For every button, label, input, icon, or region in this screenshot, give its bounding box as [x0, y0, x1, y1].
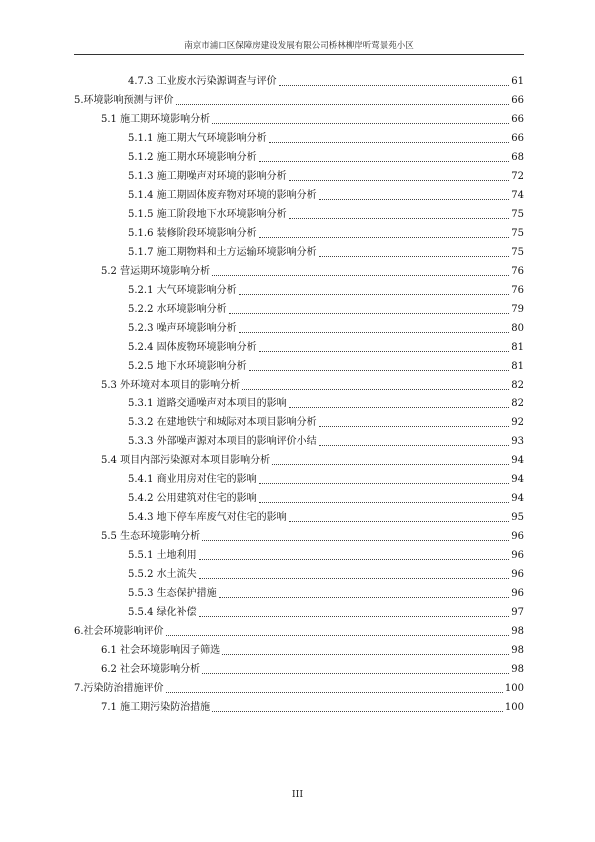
toc-entry[interactable]	[101, 525, 524, 543]
toc-entry[interactable]	[128, 70, 524, 88]
toc-dot-leader	[219, 587, 510, 598]
page-number: III	[291, 789, 304, 800]
toc-dot-leader	[319, 416, 510, 427]
toc-dot-leader	[212, 265, 509, 276]
toc-entry-title: 5.1.7 施工期物料和土方运输环境影响分析	[128, 246, 317, 258]
toc-entry-title: 5.3.2 在建地铁宁和城际对本项目影响分析	[128, 417, 317, 429]
toc-entry[interactable]	[128, 582, 524, 600]
toc-dot-leader	[319, 246, 510, 257]
toc-entry-page: 94	[511, 493, 524, 505]
toc-entry-title: 7.1 施工期污染防治措施	[101, 702, 211, 713]
toc-entry[interactable]	[128, 392, 524, 410]
toc-entry-title: 5.5.2 水土流失	[128, 569, 197, 581]
toc-entry-page: 98	[511, 645, 524, 657]
toc-entry[interactable]	[101, 108, 524, 126]
toc-entry-title: 5.2.5 地下水环境影响分析	[128, 360, 247, 372]
toc-entry[interactable]	[128, 222, 524, 240]
toc-entry-page: 61	[511, 76, 524, 87]
toc-entry[interactable]	[128, 487, 524, 505]
toc-entry-page: 82	[511, 398, 524, 410]
toc-entry-title: 5.2 营运期环境影响分析	[101, 265, 211, 277]
toc-entry[interactable]	[128, 127, 524, 145]
toc-entry-page: 66	[511, 94, 524, 106]
toc-dot-leader	[176, 94, 510, 105]
toc-entry-title: 5.3.1 道路交通噪声对本项目的影响	[128, 398, 287, 410]
toc-dot-leader	[199, 549, 510, 560]
toc-dot-leader	[202, 530, 509, 541]
toc-dot-leader	[166, 625, 510, 636]
toc-dot-leader	[272, 454, 509, 465]
toc-dot-leader	[289, 511, 510, 522]
toc-entry-title: 5.5 生态环境影响分析	[101, 531, 201, 543]
toc-dot-leader	[229, 303, 510, 314]
toc-entry-title: 5.4.3 地下停车库废气对住宅的影响	[128, 512, 287, 524]
toc-dot-leader	[259, 492, 510, 503]
toc-entry-page: 75	[511, 246, 524, 258]
toc-entry-title: 5.1.1 施工期大气环境影响分析	[128, 132, 267, 144]
toc-dot-leader	[289, 170, 510, 181]
toc-entry-title: 6.2 社会环境影响分析	[101, 664, 201, 676]
toc-entry-title: 5.5.1 土地利用	[128, 550, 197, 562]
toc-entry[interactable]	[128, 279, 524, 297]
toc-entry[interactable]	[128, 601, 524, 619]
toc-entry-page: 66	[511, 113, 524, 125]
toc-entry[interactable]	[128, 506, 524, 524]
toc-dot-leader	[279, 75, 510, 86]
toc-dot-leader	[259, 227, 510, 238]
toc-dot-leader	[239, 322, 510, 333]
toc-dot-leader	[249, 360, 510, 371]
toc-entry[interactable]	[128, 411, 524, 429]
toc-entry-title: 5.5.3 生态保护措施	[128, 588, 217, 600]
toc-dot-leader	[199, 568, 510, 579]
toc-dot-leader	[269, 132, 510, 143]
toc-entry[interactable]	[74, 89, 524, 107]
toc-entry-title: 6.1 社会环境影响因子筛选	[101, 645, 221, 657]
toc-entry-page: 81	[511, 341, 524, 353]
toc-entry-page: 96	[511, 550, 524, 562]
toc-entry-page: 93	[511, 436, 524, 448]
toc-entry-page: 94	[511, 474, 524, 486]
toc-entry-page: 79	[511, 303, 524, 315]
toc-entry-title: 5.1.3 施工期噪声对环境的影响分析	[128, 170, 287, 182]
toc-dot-leader	[199, 606, 510, 617]
toc-entry-page: 68	[511, 151, 524, 163]
toc-entry[interactable]	[128, 355, 524, 373]
toc-entry-page: 74	[511, 189, 524, 201]
toc-entry-title: 5.3 外环境对本项目的影响分析	[101, 379, 241, 391]
toc-entry[interactable]	[128, 203, 524, 221]
toc-entry-title: 4.7.3 工业废水污染源调查与评价	[128, 76, 277, 87]
toc-entry[interactable]	[101, 449, 524, 467]
toc-entry-page: 76	[511, 284, 524, 296]
toc-entry[interactable]	[101, 658, 524, 676]
toc-entry-page: 80	[511, 322, 524, 334]
toc-entry[interactable]	[101, 696, 524, 714]
toc-dot-leader	[289, 208, 510, 219]
toc-entry-page: 66	[511, 132, 524, 144]
toc-entry-page: 94	[511, 455, 524, 467]
toc-entry-page: 75	[511, 208, 524, 220]
toc-entry[interactable]	[128, 430, 524, 448]
toc-entry[interactable]	[128, 336, 524, 354]
toc-dot-leader	[202, 663, 509, 674]
toc-entry-title: 6.社会环境影响评价	[74, 626, 164, 638]
toc-dot-leader	[259, 473, 510, 484]
toc-dot-leader	[166, 682, 503, 693]
toc-entry[interactable]	[128, 184, 524, 202]
toc-entry[interactable]	[101, 260, 524, 278]
toc-entry-title: 5.1.2 施工期水环境影响分析	[128, 151, 257, 163]
toc-dot-leader	[212, 113, 509, 124]
toc-entry-page: 98	[511, 664, 524, 676]
toc-entry-page: 100	[504, 683, 524, 695]
toc-entry[interactable]	[128, 544, 524, 562]
toc-dot-leader	[222, 644, 509, 655]
toc-entry-title: 5.2.1 大气环境影响分析	[128, 284, 237, 296]
toc-entry-title: 5.4.2 公用建筑对住宅的影响	[128, 493, 257, 505]
toc-entry-page: 92	[511, 417, 524, 429]
toc-entry-title: 5.2.2 水环境影响分析	[128, 303, 227, 315]
toc-entry[interactable]	[128, 468, 524, 486]
toc-entry-title: 5.1.4 施工期固体废弃物对环境的影响分析	[128, 189, 317, 201]
toc-dot-leader	[212, 701, 503, 712]
toc-entry-page: 96	[511, 569, 524, 581]
toc-entry[interactable]	[101, 374, 524, 392]
toc-entry-page: 95	[511, 512, 524, 524]
toc-entry-title: 5.环境影响预测与评价	[74, 94, 174, 106]
toc-entry-page: 96	[511, 531, 524, 543]
toc-entry-title: 5.4.1 商业用房对住宅的影响	[128, 474, 257, 486]
toc-dot-leader	[319, 435, 510, 446]
toc-entry-page: 97	[511, 607, 524, 619]
toc-entry-page: 75	[511, 227, 524, 239]
toc-entry[interactable]	[128, 298, 524, 316]
toc-dot-leader	[319, 189, 510, 200]
toc-entry-page: 98	[511, 626, 524, 638]
toc-dot-leader	[289, 397, 510, 408]
page-header: 南京市浦口区保障房建设发展有限公司桥林柳岸听莺景苑小区	[184, 41, 414, 51]
toc-entry-title: 5.1.6 装修阶段环境影响分析	[128, 227, 257, 239]
toc-entry[interactable]	[128, 317, 524, 335]
toc-entry-title: 5.4 项目内部污染源对本项目影响分析	[101, 455, 271, 467]
toc-entry[interactable]	[101, 639, 524, 657]
toc-entry[interactable]	[128, 146, 524, 164]
toc-entry-page: 96	[511, 588, 524, 600]
toc-entry[interactable]	[128, 241, 524, 259]
toc-entry-page: 81	[511, 360, 524, 372]
toc-entry-page: 82	[511, 379, 524, 391]
toc-entry[interactable]	[74, 620, 524, 638]
toc-entry-title: 5.5.4 绿化补偿	[128, 607, 197, 619]
toc-entry-title: 5.1 施工期环境影响分析	[101, 113, 211, 125]
toc-entry-page: 76	[511, 265, 524, 277]
toc-entry[interactable]	[128, 563, 524, 581]
toc-entry[interactable]	[128, 165, 524, 183]
toc-entry-title: 5.2.3 噪声环境影响分析	[128, 322, 237, 334]
toc-entry-title: 5.3.3 外部噪声源对本项目的影响评价小结	[128, 436, 317, 448]
toc-entry-title: 5.2.4 固体废物环境影响分析	[128, 341, 257, 353]
toc-entry-title: 7.污染防治措施评价	[74, 683, 164, 695]
toc-dot-leader	[259, 151, 510, 162]
toc-entry-page: 72	[511, 170, 524, 182]
toc-dot-leader	[239, 284, 510, 295]
toc-dot-leader	[259, 341, 510, 352]
toc-entry-page: 100	[504, 702, 524, 713]
toc-dot-leader	[242, 379, 509, 390]
header-rule	[74, 54, 524, 55]
toc-entry-title: 5.1.5 施工阶段地下水环境影响分析	[128, 208, 287, 220]
toc-entry[interactable]	[74, 677, 524, 695]
